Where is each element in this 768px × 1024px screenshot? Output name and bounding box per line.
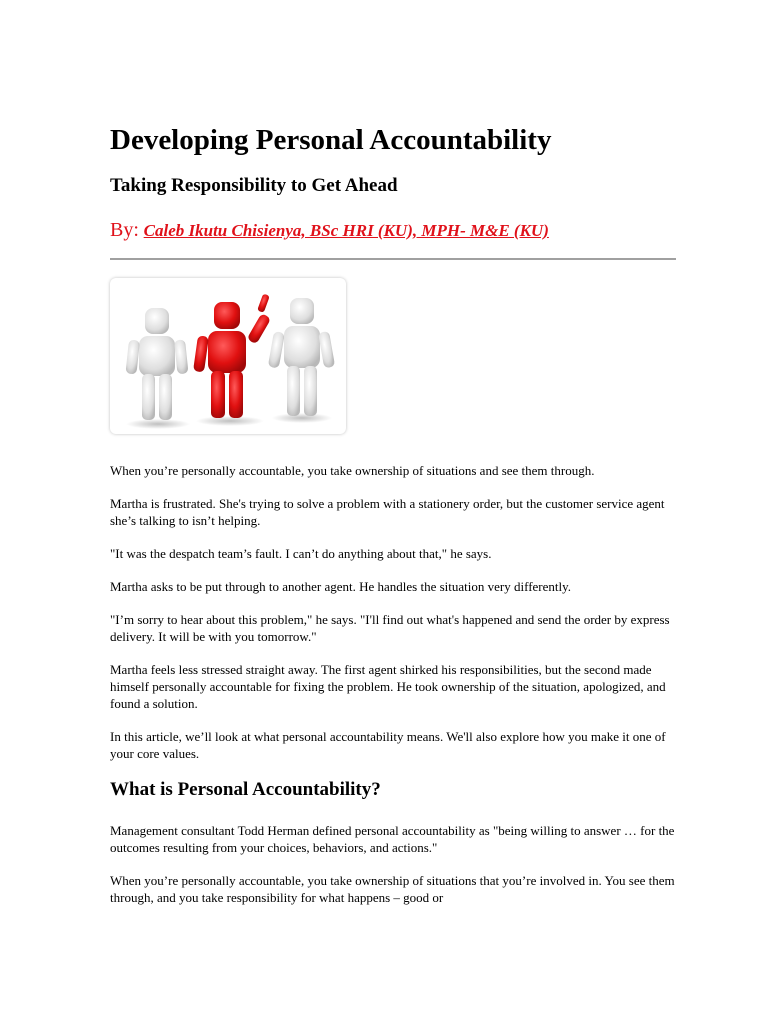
story-paragraph: Martha feels less stressed straight away. The first agent shirked his responsibilities, but the second made himself personally accountable for fixing the problem. He took ownership of the situation, apologized, and found a solution. xyxy=(110,662,666,711)
overview-paragraph: In this article, we’ll look at what personal accountability means. We'll also explore how you make it one of your core values. xyxy=(110,729,666,761)
byline-label: By: xyxy=(110,219,139,241)
author-name: Caleb Ikutu Chisienya, BSc HRI (KU), MPH- M&E (KU) xyxy=(143,221,549,240)
red-figure xyxy=(193,294,271,418)
article-title: Developing Personal Accountability xyxy=(110,124,552,156)
quote-paragraph: "It was the despatch team’s fault. I can’t do anything about that," he says. xyxy=(110,546,492,561)
figures-icon xyxy=(110,278,346,434)
left-figure xyxy=(125,308,188,420)
section-heading: What is Personal Accountability? xyxy=(110,779,381,800)
intro-paragraph: When you’re personally accountable, you take ownership of situations and see them through. xyxy=(110,463,595,478)
definition-paragraph: Management consultant Todd Herman defined personal accountability as "being willing to answer … for the outcomes resulting from your choices, behaviors, and actions." xyxy=(110,823,675,855)
story-paragraph: Martha asks to be put through to another agent. He handles the situation very differently. xyxy=(110,579,572,594)
article-body xyxy=(110,462,676,922)
article-subtitle: Taking Responsibility to Get Ahead xyxy=(110,175,398,196)
horizontal-rule xyxy=(110,258,676,260)
quote-paragraph: "I’m sorry to hear about this problem," he says. "I'll find out what's happened and send the order by express delivery. It will be with you tomorrow." xyxy=(110,612,670,644)
story-paragraph: Martha is frustrated. She's trying to solve a problem with a stationery order, but the customer service agent she’s talking to isn’t helping. xyxy=(110,496,665,528)
accountability-figures-illustration xyxy=(110,278,346,434)
explanation-paragraph: When you’re personally accountable, you take ownership of situations that you’re involved in. You see them through, and you take responsibility for what happens – good or xyxy=(110,873,675,905)
right-figure xyxy=(268,298,335,416)
article-byline xyxy=(110,217,549,244)
